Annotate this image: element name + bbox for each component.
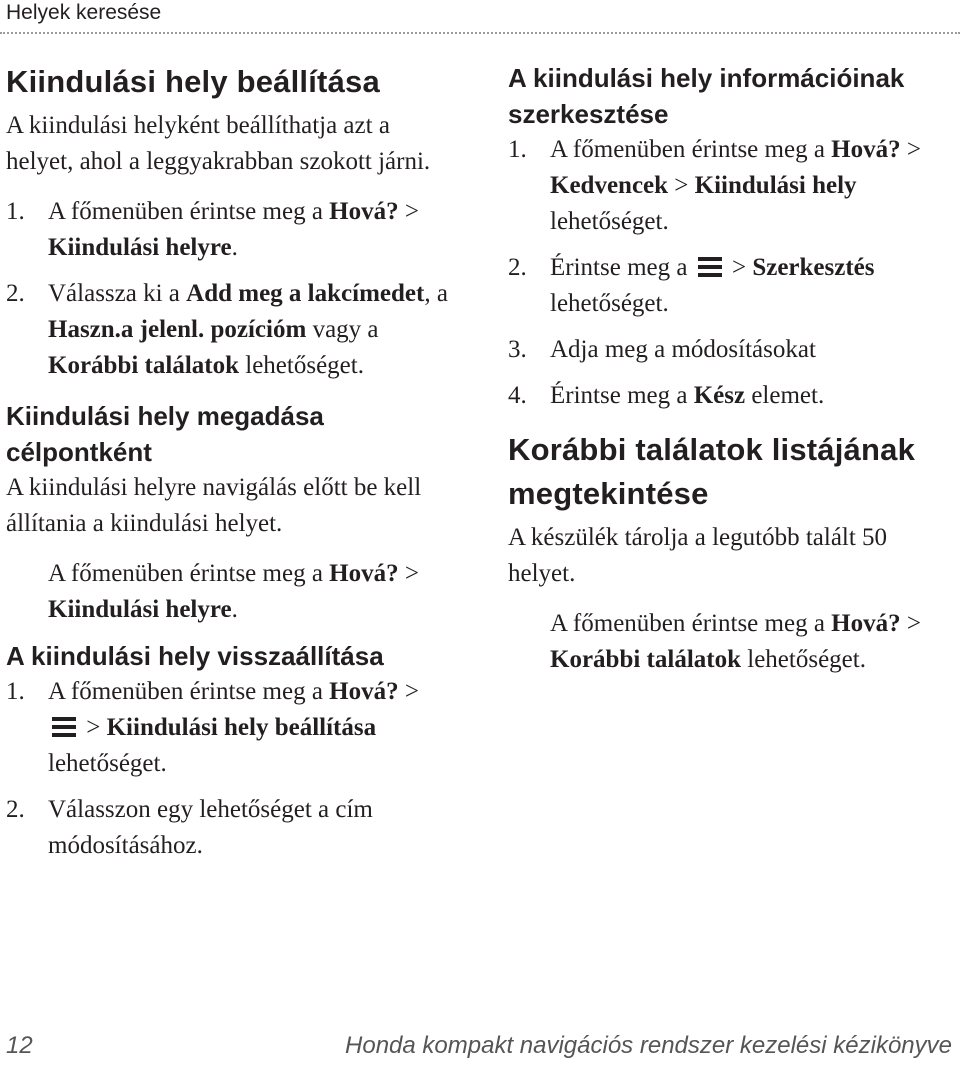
list-item: 2. Érintse meg a > Szerkesztés lehetőséget. <box>508 254 875 317</box>
list-item: 1. A főmenüben érintse meg a Hová? > > Kiindulási hely beállítása lehetőséget. <box>6 678 419 777</box>
intro-go-home: A kiindulási helyre navigálás előtt be kell állítania a kiindulási helyet. <box>6 474 422 537</box>
menu-icon <box>52 717 76 737</box>
list-item: 1. A főmenüben érintse meg a Hová? > Kedvencek > Kiindulási hely lehetőséget. <box>508 136 921 235</box>
section-title-reset-home: A kiindulási hely visszaállítása <box>6 641 384 671</box>
list-item: 2. Válassza ki a Add meg a lakcímedet, a Haszn.a jelenl. pozícióm vagy a Korábbi találatok lehetőséget. <box>6 280 448 379</box>
steps-reset-home <box>6 674 456 864</box>
left-column <box>6 60 456 878</box>
intro-recent-finds: A készülék tárolja a legutóbb talált 50 helyet. <box>508 524 888 587</box>
intro-set-home: A kiindulási helyként beállíthatja azt a helyet, ahol a leggyakrabban szokott járni. <box>6 112 431 175</box>
section-title-recent-finds: Korábbi találatok listájának megtekintése <box>508 432 916 511</box>
section-label: Helyek keresése <box>6 1 162 24</box>
list-item: 3. Adja meg a módosításokat <box>508 336 816 363</box>
list-item: 1. A főmenüben érintse meg a Hová? > Kiindulási helyre. <box>6 198 419 261</box>
menu-icon <box>698 257 722 277</box>
steps-set-home <box>6 194 456 384</box>
page-number: 12 <box>6 1032 33 1059</box>
section-title-go-home: Kiindulási hely megadása célpontként <box>6 401 324 467</box>
manual-title: Honda kompakt navigációs rendszer kezelési kézikönyve <box>345 1032 952 1059</box>
running-header <box>0 0 960 34</box>
right-column <box>508 60 958 688</box>
instruction-recent-finds: A főmenüben érintse meg a Hová? > Korábbi találatok lehetőséget. <box>550 610 921 673</box>
section-title-edit-home: A kiindulási hely információinak szerkesztése <box>508 63 905 129</box>
list-item: 4. Érintse meg a Kész elemet. <box>508 382 825 409</box>
header-divider <box>0 32 960 34</box>
list-item: 2. Válasszon egy lehetőséget a cím módosításához. <box>6 796 373 859</box>
steps-edit-home <box>508 132 958 414</box>
page-footer <box>0 1030 960 1064</box>
instruction-go-home: A főmenüben érintse meg a Hová? > Kiindulási helyre. <box>48 560 419 623</box>
section-title-set-home: Kiindulási hely beállítása <box>6 64 380 99</box>
